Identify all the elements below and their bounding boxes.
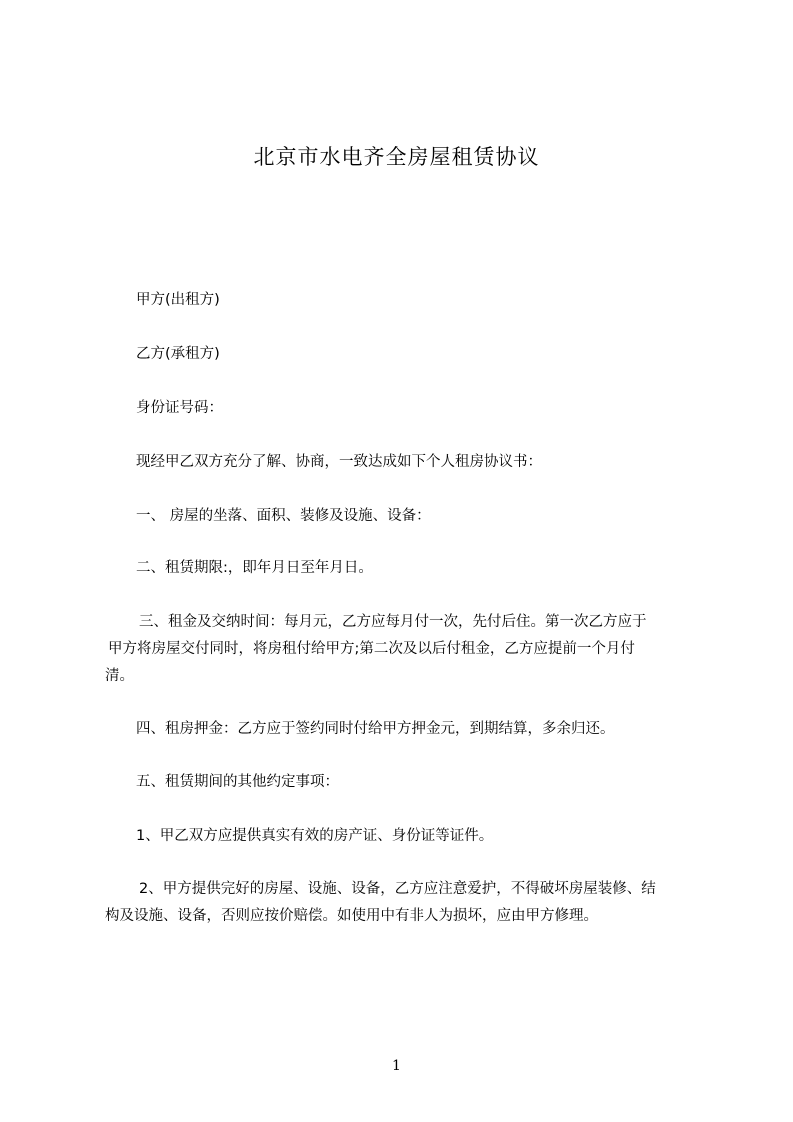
clause-5-item-2-line-1: 2、甲方提供完好的房屋、设施、设备，乙方应注意爱护，不得破坏房屋装修、结	[139, 881, 656, 897]
clause-2: 二、租赁期限:，即年月日至年月日。	[136, 560, 373, 576]
clause-5-item-2-line-2: 构及设施、设备，否则应按价赔偿。如使用中有非人为损坏，应由甲方修理。	[105, 908, 598, 924]
clause-5: 五、租赁期间的其他约定事项：	[136, 774, 339, 790]
clause-3-line-3: 清。	[105, 668, 134, 684]
clause-1: 一、 房屋的坐落、面积、装修及设施、设备：	[136, 508, 431, 524]
party-a-label: 甲方(出租方)	[136, 292, 220, 308]
page-number: 1	[392, 1058, 401, 1074]
party-b-label: 乙方(承租方)	[136, 346, 220, 362]
document-title: 北京市水电齐全房屋租赁协议	[253, 145, 540, 169]
clause-3-line-2: 甲方将房屋交付同时，将房租付给甲方;第二次及以后付租金，乙方应提前一个月付	[108, 641, 635, 657]
clause-5-item-1: 1、甲乙双方应提供真实有效的房产证、身份证等证件。	[136, 828, 494, 844]
clause-4: 四、租房押金：乙方应于签约同时付给甲方押金元，到期结算，多余归还。	[136, 721, 615, 737]
intro-paragraph: 现经甲乙双方充分了解、协商，一致达成如下个人租房协议书：	[136, 454, 542, 470]
clause-3-line-1: 三、租金及交纳时间：每月元，乙方应每月付一次，先付后住。第一次乙方应于	[139, 614, 647, 630]
id-number-label: 身份证号码：	[136, 400, 223, 416]
